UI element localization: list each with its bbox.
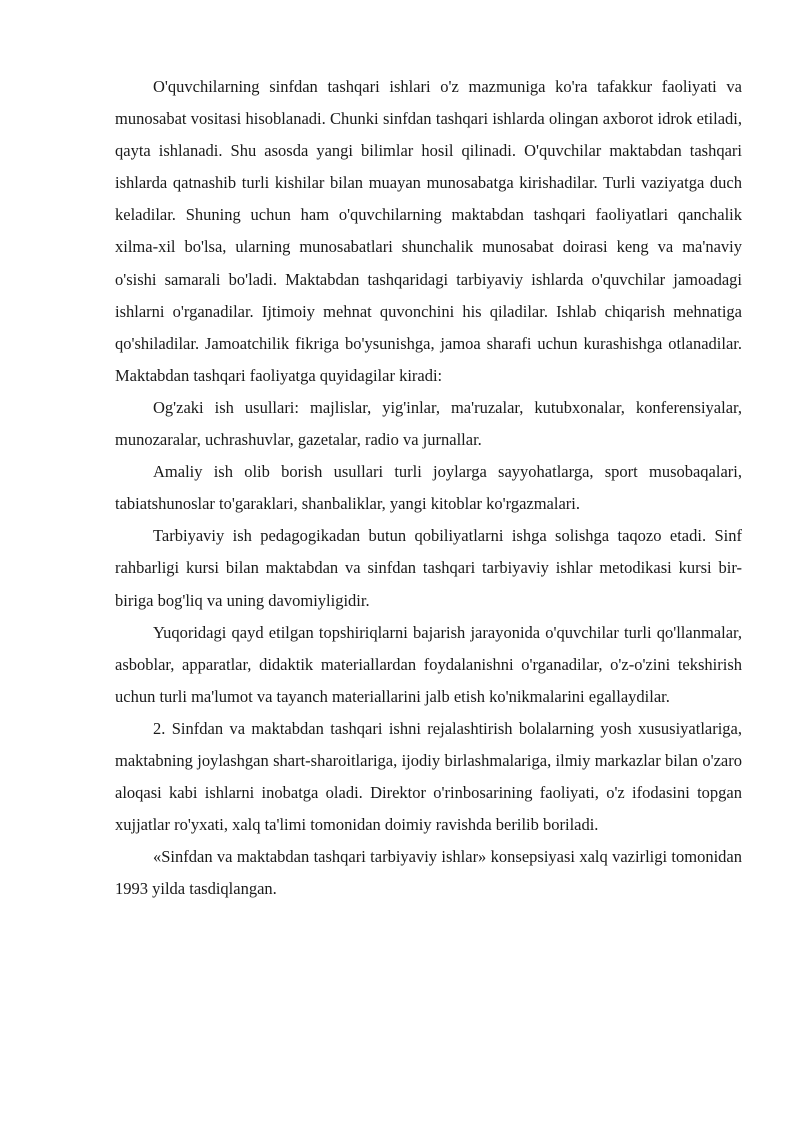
paragraph-oral-methods: Og'zaki ish usullari: majlislar, yig'inlar, ma'ruzalar, kutubxonalar, konferensiyalar, munozaralar, uchrashuvlar, gazetalar, radio va jurnallar. <box>115 397 742 450</box>
paragraph-concept: «Sinfdan va maktabdan tashqari tarbiyaviy ishlar» konsepsiyasi xalq vazirligi tomonidan 1993 yilda tasdiqlangan. <box>115 847 742 899</box>
document-page <box>115 71 742 905</box>
paragraph-extracurricular-intro: O'quvchilarning sinfdan tashqari ishlari o'z mazmuniga ko'ra tafakkur faoliyati va munosabat vositasi hisoblanadi. Chunki sinfdan tashqari ishlarda olingan axborot idrok etiladi, qayta ishlanadi. Shu asosda yangi bilimlar hosil qilinadi. O'quvchilar maktabdan tashqari ishlarda qatnashib turli kishilar bilan muayan munosabatga kirishadilar. Turli vaziyatga duch keladilar. Shuning uchun ham o'quvchilarning maktabdan tashqari faoliyatlari qanchalik xilma-xil bo'lsa, ularning munosabatlari shunchalik munosabat doirasi keng va ma'naviy o'sishi samarali bo'ladi. Maktabdan tashqaridagi tarbiyaviy ishlarda o'quvchilar jamoadagi ishlarni o'rganadilar. Ijtimoiy mehnat quvonchini his qiladilar. Ishlab chiqarish mehnatiga qo'shiladilar. Jamoatchilik fikriga bo'ysunishga, jamoa sharafi uchun kurashishga otlanadilar. Maktabdan tashqari faoliyatga quyidagilar kiradi: <box>115 77 742 385</box>
paragraph-practical-methods: Amaliy ish olib borish usullari turli joylarga sayyohatlarga, sport musobaqalari, tabiatshunoslar to'garaklari, shanbaliklar, yangi kitoblar ko'rgazmalari. <box>115 462 742 514</box>
paragraph-assignments: Yuqoridagi qayd etilgan topshiriqlarni bajarish jarayonida o'quvchilar turli qo'llanmalar, asboblar, apparatlar, didaktik materiallardan foydalanishni o'rganadilar, o'z-o'zini tekshirish uchun turli ma'lumot va tayanch materiallarini jalb etish ko'nikmalarini egallaydilar. <box>115 622 742 706</box>
paragraph-educational-work: Tarbiyaviy ish pedagogikadan butun qobiliyatlarni ishga solishga taqozo etadi. Sinf rahbarligi kursi bilan maktabdan va sinfdan tashqari tarbiyaviy ishlar metodikasi kursi bir-biriga bog'liq va uning davomiyligidir. <box>115 526 742 610</box>
paragraph-planning: 2. Sinfdan va maktabdan tashqari ishni rejalashtirish bolalarning yosh xususiyatlariga, maktabning joylashgan shart-sharoitlariga, ijodiy birlashmalariga, ilmiy markazlar bilan o'zaro aloqasi kabi ishlarni inobatga oladi. Direktor o'rinbosarining faoliyati, o'z ifodasini topgan xujjatlar ro'yxati, xalq ta'limi tomonidan doimiy ravishda berilib boriladi. <box>115 718 742 835</box>
